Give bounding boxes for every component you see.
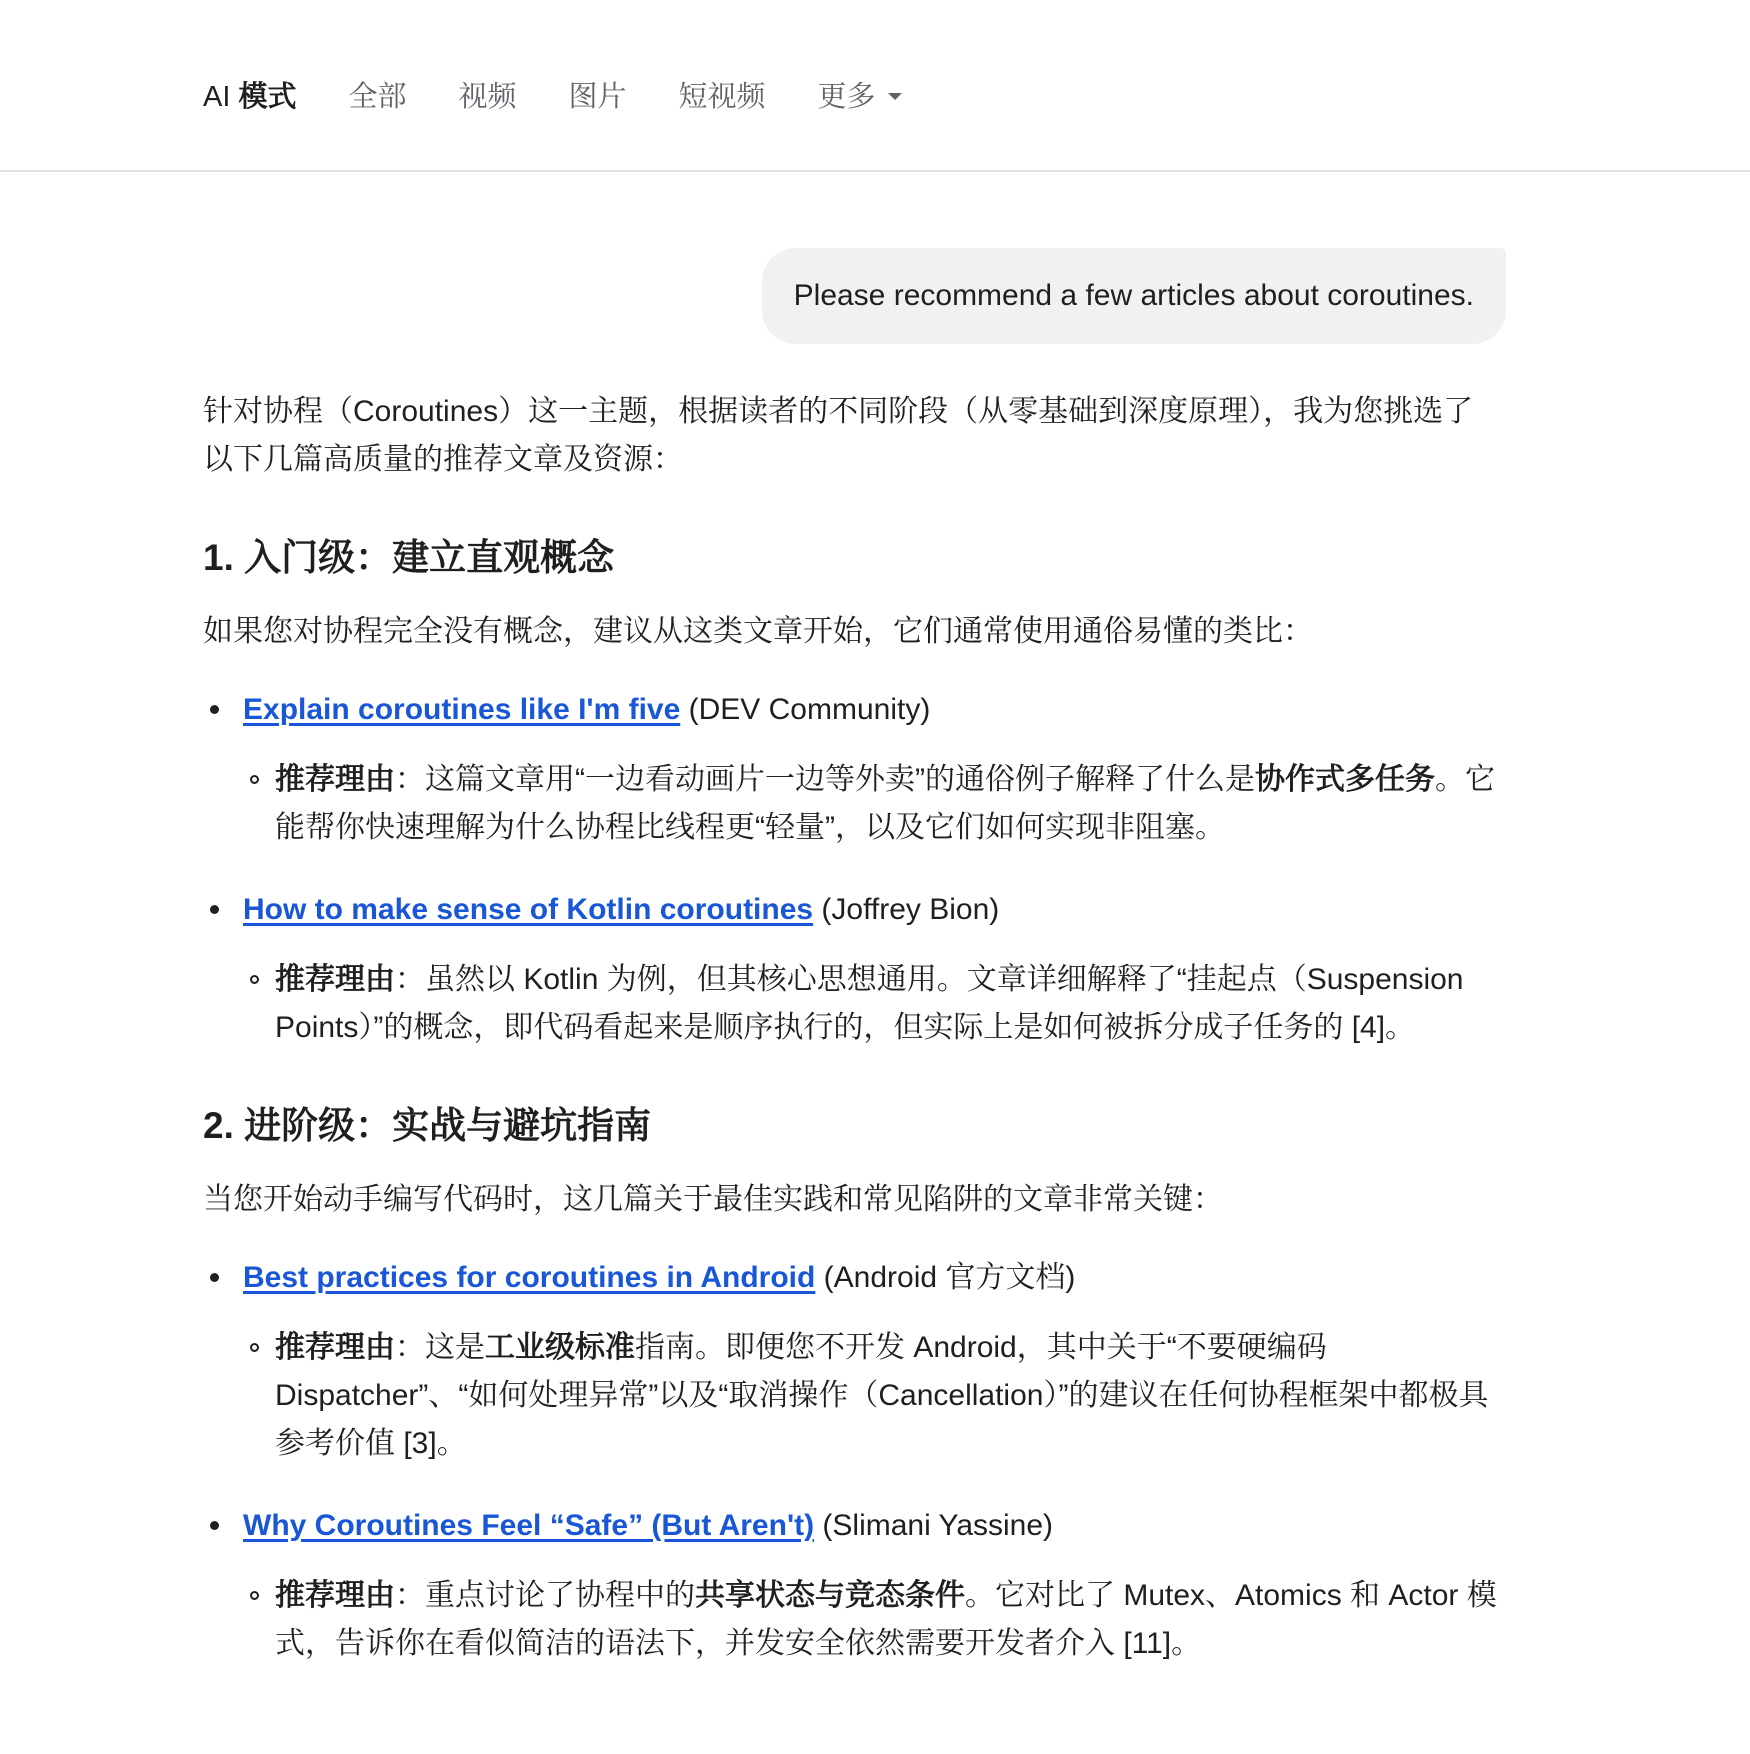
article-list-advanced [203,1254,1503,1668]
reason-label: 推荐理由 [275,763,395,796]
reason-text: 这篇文章用“一边看动画片一边等外卖”的通俗例子解释了什么是 [425,763,1255,796]
reason-text-cont: 。它能帮你快速理解为什么协程比线程更“轻量”，以及它们如何实现非阻塞。 [275,763,1495,844]
bullet-icon [210,705,219,714]
tab-more-label: 更多 [817,81,876,113]
reason-separator: ： [395,1331,425,1364]
article-source: (DEV Community) [680,693,931,726]
reason-label: 推荐理由 [275,1579,395,1612]
reason-label: 推荐理由 [275,1331,395,1364]
section-heading-beginner: 1. 入门级：建立直观概念 [203,537,615,578]
article-source: (Joffrey Bion) [813,893,1000,926]
tab-more[interactable] [818,74,902,115]
search-mode-tabs [203,74,954,115]
list-item [203,1502,1503,1668]
article-link[interactable]: Best practices for coroutines in Android [243,1261,816,1294]
reason-text-cont: 指南。即便您不开发 Android，其中关于“不要硬编码 Dispatcher”、“如何处理异常”以及“取消操作（Cancellation）”的建议在任何协程框架中都极具参考价值 [3]。 [275,1331,1489,1460]
user-message-text: Please recommend a few articles about coroutines. [793,279,1474,312]
article-link[interactable]: How to make sense of Kotlin coroutines [243,893,814,926]
tab-videos[interactable]: 视频 [458,81,517,113]
hollow-bullet-icon [250,775,259,784]
reason-text: 这是 [425,1331,485,1364]
reason-separator: ： [395,1579,425,1612]
reason-item [243,756,1503,852]
article-list-beginner [203,686,1503,1052]
tab-ai-mode-prefix: AI [203,81,239,113]
section-lead-beginner: 如果您对协程完全没有概念，建议从这类文章开始，它们通常使用通俗易懂的类比： [203,615,1313,648]
article-link[interactable]: Explain coroutines like I'm five [243,693,681,726]
chevron-down-icon [888,93,902,100]
top-navigation [0,0,1750,172]
tab-images[interactable]: 图片 [568,81,627,113]
response-intro: 针对协程（Coroutines）这一主题，根据读者的不同阶段（从零基础到深度原理），我为您挑选了以下几篇高质量的推荐文章及资源： [203,395,1474,476]
list-item [203,686,1503,852]
tab-ai-mode[interactable] [203,74,296,115]
reason-highlight: 共享状态与竞态条件 [695,1579,965,1612]
hollow-bullet-icon [250,975,259,984]
bullet-icon [210,905,219,914]
reason-text: 重点讨论了协程中的 [425,1579,695,1612]
reason-highlight: 协作式多任务 [1254,763,1435,796]
reason-separator: ： [395,963,425,996]
reason-highlight: 工业级标准 [485,1331,635,1364]
article-source: (Android 官方文档) [815,1261,1076,1294]
ai-response [203,388,1503,1668]
reason-item [243,956,1503,1052]
reason-separator: ： [395,763,425,796]
reason-text-cont: 。它对比了 Mutex、Atomics 和 Actor 模式，告诉你在看似简洁的语法下，并发安全依然需要开发者介入 [11]。 [275,1579,1497,1660]
bullet-icon [210,1521,219,1530]
reason-label: 推荐理由 [275,963,395,996]
article-source: (Slimani Yassine) [814,1509,1054,1542]
tab-ai-mode-label: 模式 [238,81,297,113]
list-item [203,886,1503,1052]
tab-all[interactable]: 全部 [348,81,407,113]
tab-short-videos[interactable]: 短视频 [678,81,766,113]
bullet-icon [210,1273,219,1282]
hollow-bullet-icon [250,1343,259,1352]
article-link[interactable]: Why Coroutines Feel “Safe” (But Aren't) [243,1509,815,1542]
section-heading-advanced: 2. 进阶级：实战与避坑指南 [203,1105,652,1146]
list-item [203,1254,1503,1468]
hollow-bullet-icon [250,1591,259,1600]
user-message-bubble [762,248,1506,344]
section-lead-advanced: 当您开始动手编写代码时，这几篇关于最佳实践和常见陷阱的文章非常关键： [203,1183,1223,1216]
reason-text: 虽然以 Kotlin 为例，但其核心思想通用。文章详细解释了“挂起点（Suspension Points）”的概念，即代码看起来是顺序执行的，但实际上是如何被拆分成子任务的 [4]。 [275,963,1464,1044]
reason-item [243,1572,1503,1668]
reason-item [243,1324,1503,1468]
